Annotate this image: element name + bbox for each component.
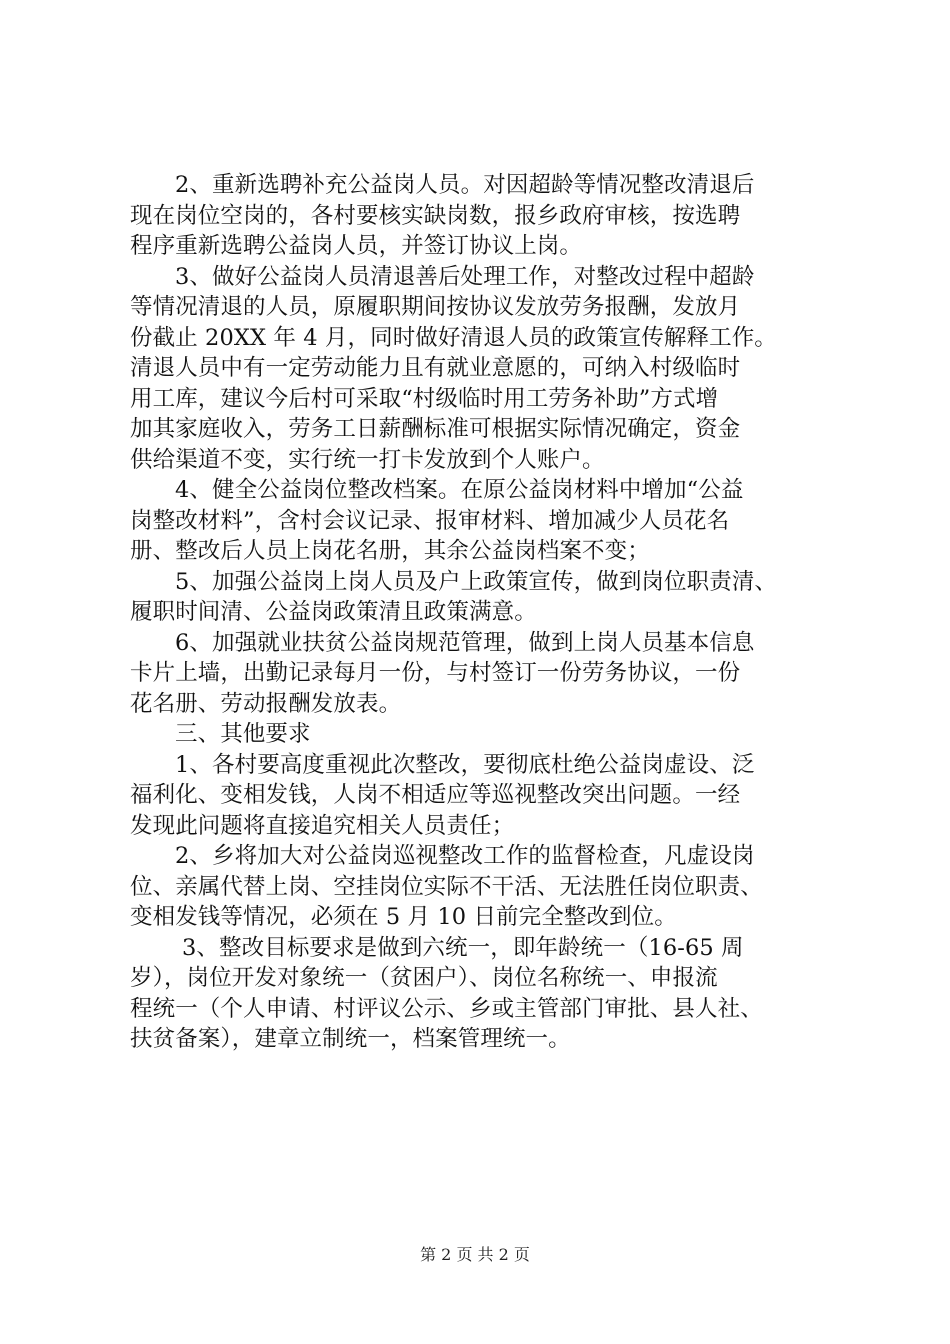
text-line: 变相发钱等情况，必须在 5 月 10 日前完全整改到位。 xyxy=(130,904,677,930)
text-line: 程序重新选聘公益岗人员，并签订协议上岗。 xyxy=(130,233,583,259)
text-line: 岗整改材料”，含村会议记录、报审材料、增加减少人员花名 xyxy=(130,507,730,534)
text-line: 4、健全公益岗位整改档案。在原公益岗材料中增加“公益 xyxy=(175,477,744,503)
text-line: 3、做好公益岗人员清退善后处理工作，对整改过程中超龄 xyxy=(175,263,755,290)
text-line: 扶贫备案），建章立制统一，档案管理统一。 xyxy=(130,1026,571,1052)
text-line: 程统一（个人申请、村评议公示、乡或主管部门审批、县人社、 xyxy=(130,995,763,1022)
text-line: 6、加强就业扶贫公益岗规范管理，做到上岗人员基本信息 xyxy=(175,629,755,656)
text-line: 发现此问题将直接追究相关人员责任； xyxy=(130,812,515,839)
text-line: 花名册、劳动报酬发放表。 xyxy=(130,690,402,717)
text-line: 三、其他要求 xyxy=(175,721,311,747)
text-line: 3、整改目标要求是做到六统一，即年龄统一（16-65 周 xyxy=(182,934,744,961)
text-line: 清退人员中有一定劳动能力且有就业意愿的，可纳入村级临时 xyxy=(130,355,741,381)
text-line: 加其家庭收入，劳务工日薪酬标准可根据实际情况确定，资金 xyxy=(130,416,741,442)
document-body xyxy=(130,170,830,1055)
text-line: 履职时间清、公益岗政策清且政策满意。 xyxy=(130,599,537,625)
text-line: 现在岗位空岗的，各村要核实缺岗数，报乡政府审核，按选聘 xyxy=(130,202,741,229)
text-line: 岁），岗位开发对象统一（贫困户）、岗位名称统一、申报流 xyxy=(130,965,718,991)
text-line: 5、加强公益岗上岗人员及户上政策宣传，做到岗位职责清、 xyxy=(175,568,778,595)
text-line: 册、整改后人员上岗花名册，其余公益岗档案不变； xyxy=(130,538,650,564)
text-line: 1、各村要高度重视此次整改，要彻底杜绝公益岗虚设、泛 xyxy=(175,751,755,778)
text-line: 2、重新选聘补充公益岗人员。对因超龄等情况整改清退后 xyxy=(175,172,755,198)
text-line: 份截止 20XX 年 4 月，同时做好清退人员的政策宣传解释工作。 xyxy=(130,324,777,351)
page-footer: 第 2 页 共 2 页 xyxy=(420,1245,530,1264)
text-line: 福利化、变相发钱，人岗不相适应等巡视整改突出问题。一经 xyxy=(130,782,741,808)
text-line: 卡片上墙，出勤记录每月一份，与村签订一份劳务协议，一份 xyxy=(130,660,741,686)
text-line: 位、亲属代替上岗、空挂岗位实际不干活、无法胜任岗位职责、 xyxy=(130,873,763,900)
text-line: 供给渠道不变，实行统一打卡发放到个人账户。 xyxy=(130,446,605,473)
text-line: 等情况清退的人员，原履职期间按协议发放劳务报酬，发放月 xyxy=(130,294,741,320)
text-line: 2、乡将加大对公益岗巡视整改工作的监督检查，凡虚设岗 xyxy=(175,843,755,869)
text-line: 用工库，建议今后村可采取“村级临时用工劳务补助”方式增 xyxy=(130,385,719,412)
